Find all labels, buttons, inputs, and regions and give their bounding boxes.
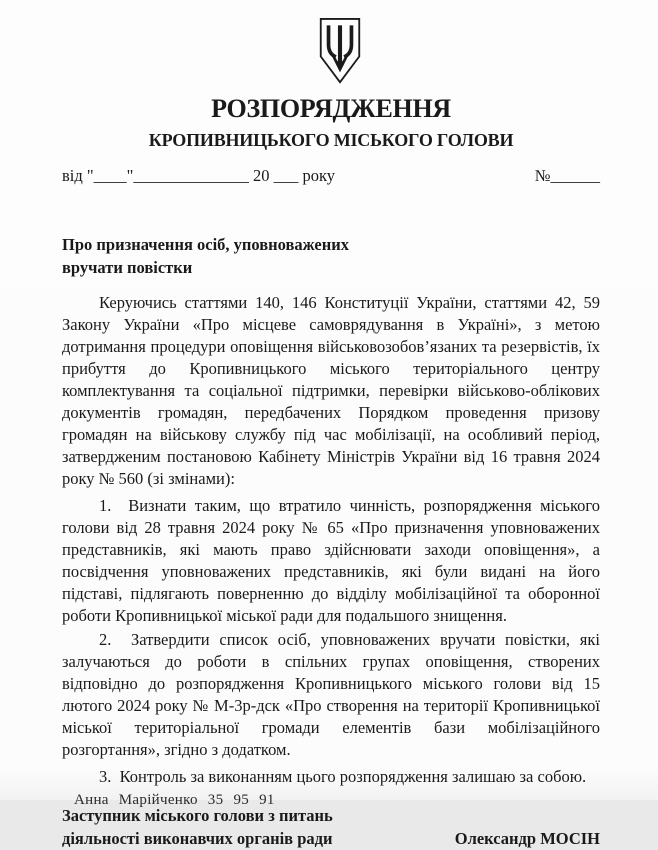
number-blank-line: №______ [534,166,600,185]
document-title: РОЗПОРЯДЖЕННЯ [211,94,451,123]
signatory-position-line-2: діяльності виконавчих органів ради [62,829,333,848]
signature-block [62,804,600,850]
preamble-paragraph: Керуючись статтями 140, 146 Конституції України, статтями 42, 59 Закону України «Про місцеве самоврядування в Україні», з метою дотримання процедури оповіщення військовозобов’язаних та резервістів, їх прибуття до Кропивницького міського територіального центру комплектування та соціальної підтримки, перевірки військово-облікових документів громадян, передбачених Порядком проведення призову громадян на військову службу під час мобілізації, на особливий період, затвердженим постановою Кабінету Міністрів України від 16 травня 2024 року № 560 (зі змінами): [62,293,600,488]
document-subtitle: КРОПИВНИЦЬКОГО МІСЬКОГО ГОЛОВИ [148,130,514,150]
item-1-paragraph: 1. Визнати таким, що втратило чинність, розпорядження міського голови від 28 травня 2024 року № 65 «Про призначення уповноважених представників, які мають право здійснювати заходи оповіщення», а посвідчення уповноважених представників, які були видані на його підставі, підлягають поверненню до відділу мобілізаційної та оборонної роботи Кропивницької міської ради для подальшого знищення. [62,496,600,625]
subject-line-2: вручати повістки [62,258,193,277]
signatory-position [62,804,333,850]
meta-row [62,165,600,187]
ukraine-trident-emblem [318,15,362,87]
subject-line-1: Про призначення осіб, уповноважених [62,235,350,254]
date-blank-line: від "____"______________ 20 ___ року [62,166,336,185]
item-3-paragraph: 3. Контроль за виконанням цього розпорядження залишаю за собою. [99,767,587,786]
signatory-name: Олександр МОСІН [454,829,600,848]
signatory-position-line-1: Заступник міського голови з питань [62,806,333,825]
subject-heading [62,233,600,279]
item-2-paragraph: 2. Затвердити список осіб, уповноважених вручати повістки, які залучаються до роботи в спільних групах оповіщення, створених відповідно до розпорядження Кропивницького міського голови від 15 лютого 2024 року № М-3р-дск «Про створення на території Кропивницької міської територіальної громади елементів бази мобілізаційного розгортання», згідно з додатком. [62,630,600,759]
executor-contact-line: Анна Марійченко 35 95 91 [74,792,275,808]
